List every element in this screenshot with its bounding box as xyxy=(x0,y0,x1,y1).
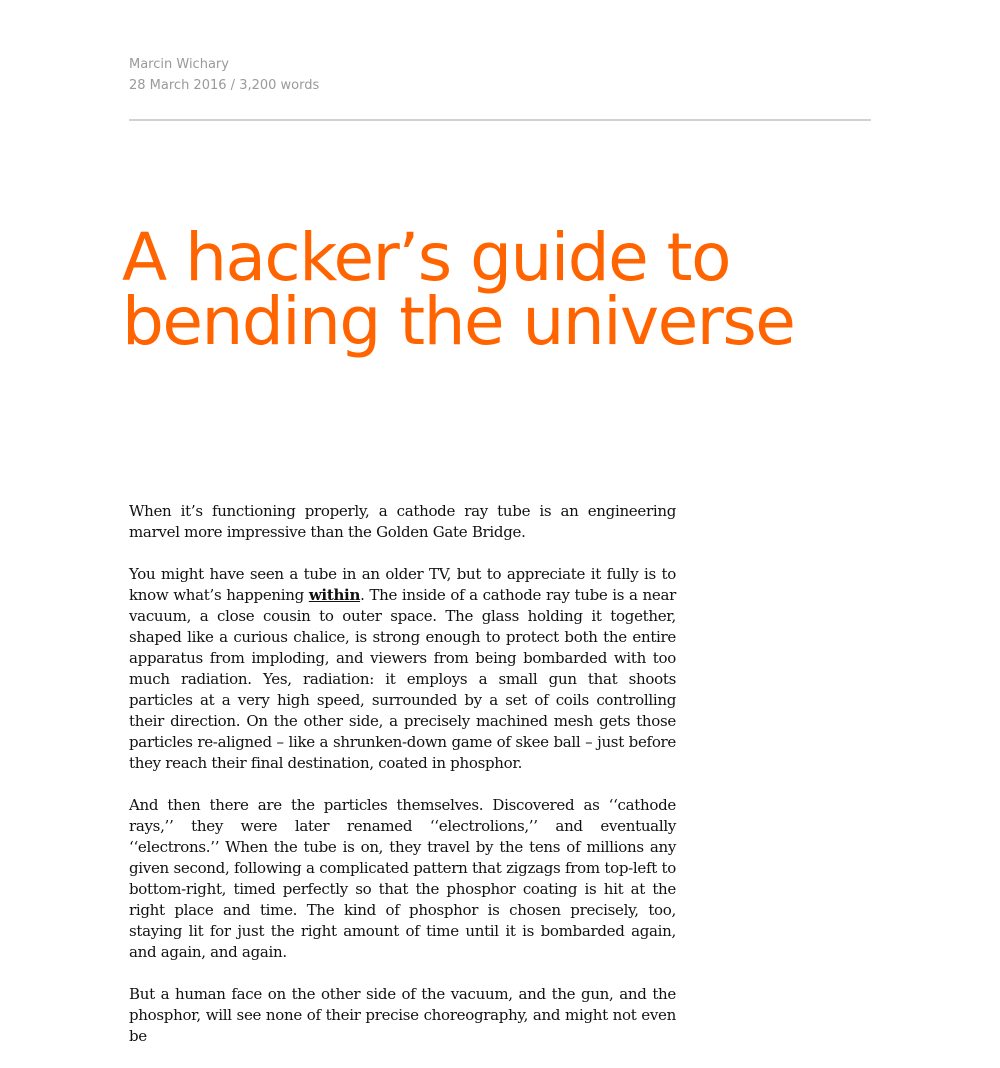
paragraph-2-text-before: You might have seen a tube in an older TV, but to appreciate it fully is to know what’s happening xyxy=(129,565,676,604)
word-count: 3,200 words xyxy=(239,78,320,93)
author-name[interactable]: Marcin Wichary xyxy=(129,57,229,72)
header-divider xyxy=(129,119,871,121)
paragraph-3: And then there are the particles themselves. Discovered as ‘‘cathode rays,’’ they were later renamed ‘‘electrolions,’’ and eventually ‘‘electrons.’’ When the tube is on, they travel by the tens of millions any given second, following a complicated pattern that zigzags from top-left to bottom-right, timed perfectly so that the phosphor coating is hit at the right place and time. The kind of phosphor is chosen precisely, too, staying lit for just the right amount of time until it is bombarded again, and again, and again. xyxy=(129,796,676,961)
paragraph-1: When it’s functioning properly, a cathode ray tube is an engineering marvel more impressive than the Golden Gate Bridge. xyxy=(129,502,676,541)
article-body xyxy=(129,501,676,1068)
meta-separator: / xyxy=(226,78,240,93)
title-line-2: bending the universe xyxy=(122,283,795,360)
paragraph-4: But a human face on the other side of the vacuum, and the gun, and the phosphor, will see none of their precise choreography, and might not even be xyxy=(129,985,676,1045)
title-line-1: A hacker’s guide to xyxy=(122,219,730,296)
publish-info xyxy=(129,75,319,96)
publish-date: 28 March 2016 xyxy=(129,78,227,93)
paragraph-2-text-after: . The inside of a cathode ray tube is a near vacuum, a close cousin to outer space. The glass holding it together, shaped like a curious chalice, is strong enough to protect both the entire apparatus from imploding, and viewers from being bombarded with too much radiation. Yes, radiation: it employs a small gun that shoots particles at a very high speed, surrounded by a set of coils controlling their direction. On the other side, a precisely machined mesh gets those particles re-aligned – like a shrunken-down game of skee ball – just before they reach their final destination, coated in phosphor. xyxy=(129,586,676,772)
article-meta xyxy=(129,54,319,96)
paragraph-2 xyxy=(129,564,676,774)
within-link[interactable]: within xyxy=(308,586,361,604)
article-title xyxy=(122,219,795,360)
